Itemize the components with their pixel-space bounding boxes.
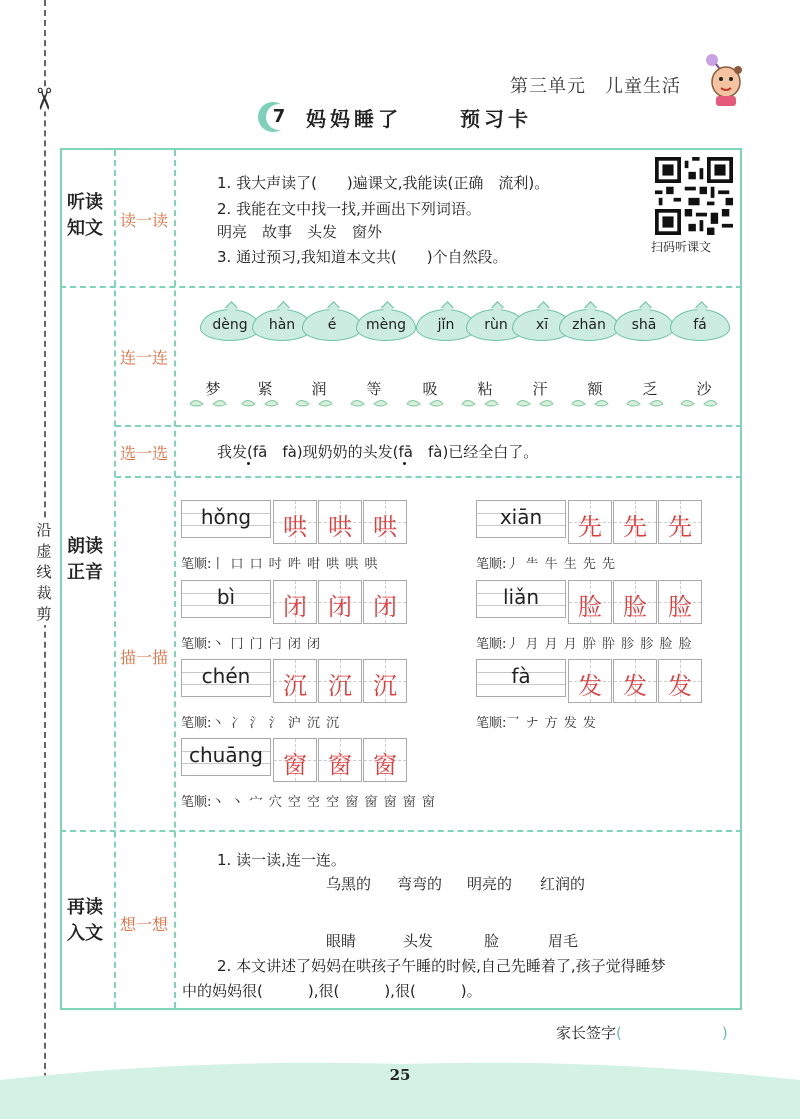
pinyin-box: hǒng (181, 500, 271, 538)
card-type: 预习卡 (460, 107, 532, 131)
tracing-cell[interactable]: 窗 (363, 738, 407, 782)
tracing-cell[interactable]: 脸 (658, 580, 702, 624)
cut-label: 沿虚线裁剪 (34, 520, 54, 625)
section-reread-label: 再读 入文 (67, 897, 103, 944)
pinyin-bubble[interactable]: jǐn (416, 309, 476, 341)
choose-sentence: 我发(fā fà)现奶奶的头发(fā fà)已经全白了。 (217, 443, 539, 461)
stroke-order: 笔顺:丿 ⺧ 牛 生 先 先 (476, 557, 617, 572)
match-hanzi[interactable]: 等 (366, 380, 382, 398)
stroke-order: 笔顺:乛 ナ 方 发 发 (476, 716, 597, 731)
stroke-order: 笔顺:丿 月 月 月 肸 肸 胗 胗 脸 脸 (476, 637, 693, 652)
match-hanzi[interactable]: 沙 (696, 380, 712, 398)
match-hanzi[interactable]: 吸 (422, 380, 438, 398)
divider (174, 150, 176, 1008)
pinyin-bubble[interactable]: hàn (252, 309, 312, 341)
pinyin-bubble[interactable]: fá (670, 309, 730, 341)
qr-label: 扫码听课文 (651, 240, 712, 254)
tracing-cell[interactable]: 先 (658, 500, 702, 544)
tracing-cell[interactable]: 窗 (273, 738, 317, 782)
tracing-cell[interactable]: 沉 (363, 659, 407, 703)
section-listen-label: 听读 知文 (67, 192, 103, 239)
parent-signature[interactable]: 家长签字( ) (556, 1024, 728, 1042)
tracing-cell[interactable]: 发 (568, 659, 612, 703)
activity-think: 想一想 (119, 915, 168, 934)
tracing-cell[interactable]: 闭 (318, 580, 362, 624)
noun[interactable]: 脸 (484, 932, 500, 950)
noun[interactable]: 眉毛 (548, 932, 579, 950)
tracing-cell[interactable]: 闭 (273, 580, 317, 624)
listen-word-list: 明亮 故事 头发 窗外 (217, 223, 383, 241)
listen-question-3: 3. 通过预习,我知道本文共( )个自然段。 (217, 248, 508, 266)
pinyin-bubble[interactable]: zhān (559, 309, 619, 341)
emphasis-dot (403, 462, 406, 465)
stroke-order: 笔顺:丶 冂 门 闩 闭 闭 (181, 637, 322, 652)
tracing-cell[interactable]: 脸 (568, 580, 612, 624)
tracing-cell[interactable]: 发 (613, 659, 657, 703)
activity-match: 连一连 (119, 348, 168, 367)
adjective[interactable]: 弯弯的 (397, 875, 443, 893)
pinyin-box: xiān (476, 500, 566, 538)
pinyin-box: liǎn (476, 580, 566, 618)
match-hanzi[interactable]: 紧 (257, 380, 273, 398)
pinyin-box: chuāng (181, 738, 271, 776)
adjective[interactable]: 明亮的 (467, 875, 513, 893)
listen-question-2: 2. 我能在文中找一找,并画出下列词语。 (217, 200, 481, 218)
pinyin-bubble[interactable]: dèng (200, 309, 260, 341)
page-number: 25 (389, 1066, 411, 1084)
tracing-cell[interactable]: 沉 (318, 659, 362, 703)
think-question-1: 1. 读一读,连一连。 (217, 851, 346, 869)
section-read-label: 朗读 正音 (67, 536, 103, 583)
adjective[interactable]: 红润的 (540, 875, 586, 893)
activity-choose: 选一选 (119, 444, 168, 463)
tracing-cell[interactable]: 哄 (273, 500, 317, 544)
pinyin-bubble[interactable]: xī (512, 309, 572, 341)
stroke-order: 笔顺:丶 冫 氵 氵 沪 沉 沉 (181, 716, 341, 731)
noun[interactable]: 眼睛 (326, 932, 357, 950)
stroke-order: 笔顺:丨 口 口 吋 吽 咁 哄 哄 哄 (181, 557, 379, 572)
think-question-2-line1: 2. 本文讲述了妈妈在哄孩子午睡的时候,自己先睡着了,孩子觉得睡梦 (217, 957, 666, 975)
divider (60, 830, 742, 832)
pinyin-box: bì (181, 580, 271, 618)
match-hanzi[interactable]: 润 (311, 380, 327, 398)
scissors-icon: ✂ (25, 86, 61, 112)
divider (115, 476, 742, 478)
emphasis-dot (247, 462, 250, 465)
tracing-cell[interactable]: 闭 (363, 580, 407, 624)
activity-read-aloud: 读一读 (119, 211, 168, 230)
qr-code-icon[interactable] (655, 157, 733, 235)
activity-trace: 描一描 (119, 648, 168, 667)
match-hanzi[interactable]: 额 (587, 380, 603, 398)
pinyin-box: fà (476, 659, 566, 697)
tracing-cell[interactable]: 先 (568, 500, 612, 544)
pinyin-bubble[interactable]: é (302, 309, 362, 341)
tracing-cell[interactable]: 窗 (318, 738, 362, 782)
tracing-cell[interactable]: 哄 (318, 500, 362, 544)
divider (60, 286, 742, 288)
match-hanzi[interactable]: 梦 (205, 380, 221, 398)
tracing-cell[interactable]: 沉 (273, 659, 317, 703)
lesson-title: 妈妈睡了 (306, 107, 402, 131)
pinyin-bubble[interactable]: shā (614, 309, 674, 341)
lesson-number: 7 (266, 104, 292, 130)
tracing-cell[interactable]: 先 (613, 500, 657, 544)
unit-title: 第三单元 儿童生活 (510, 76, 681, 97)
listen-question-1: 1. 我大声读了( )遍课文,我能读(正确 流利)。 (217, 174, 550, 192)
divider (115, 425, 742, 427)
divider (114, 150, 116, 1008)
noun[interactable]: 头发 (403, 932, 434, 950)
match-hanzi[interactable]: 粘 (477, 380, 493, 398)
tracing-cell[interactable]: 发 (658, 659, 702, 703)
tracing-cell[interactable]: 哄 (363, 500, 407, 544)
think-question-2-line2: 中的妈妈很( ),很( ),很( )。 (182, 982, 482, 1000)
pinyin-box: chén (181, 659, 271, 697)
tracing-cell[interactable]: 脸 (613, 580, 657, 624)
leaf-icons (190, 396, 730, 410)
stroke-order: 笔顺:丶 丶 宀 穴 空 空 空 窗 窗 窗 窗 窗 (181, 795, 436, 810)
match-hanzi[interactable]: 乏 (642, 380, 658, 398)
pinyin-bubble[interactable]: mèng (356, 309, 416, 341)
pinyin-bubble[interactable]: rùn (466, 309, 526, 341)
match-hanzi[interactable]: 汗 (532, 380, 548, 398)
mascot-icon (698, 52, 746, 108)
adjective[interactable]: 乌黑的 (326, 875, 372, 893)
